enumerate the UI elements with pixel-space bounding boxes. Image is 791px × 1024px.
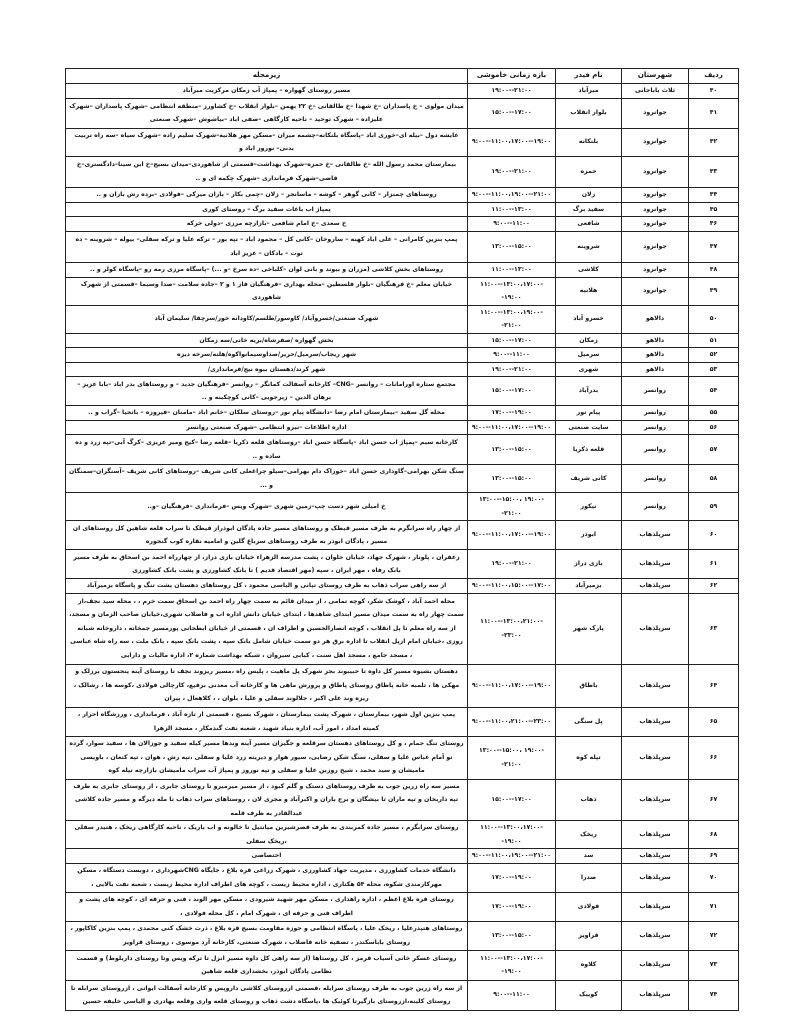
feeder-name-cell: قراویز <box>556 921 622 950</box>
row-number: ۶۲ <box>689 579 739 594</box>
time-range-cell: ۱۵:۰۰--۱۷:۰۰ <box>468 377 556 406</box>
time-range-cell: ۱۱:۰۰--۱۳:۰۰،۱۹:۰۰--۲۱:۰۰ <box>468 305 556 333</box>
table-row <box>66 202 739 217</box>
time-range-cell: ۹:۰۰--۱۱:۰۰ <box>468 348 556 363</box>
county-cell: سرپلذهاب <box>622 521 689 550</box>
area-cell: اختصاصی <box>66 849 468 864</box>
time-range-cell: ۱۱:۰۰--۱۳:۰۰،۱۷:۰۰--۱۹:۰۰ <box>468 950 556 980</box>
table-row <box>66 707 739 736</box>
time-range-cell: ۱۳:۰۰--۱۵:۰۰ <box>468 921 556 950</box>
feeder-name-cell: بازی دراز <box>556 550 622 579</box>
county-cell: دالاهو <box>622 333 689 348</box>
table-row <box>66 128 739 156</box>
county-cell: سرپلذهاب <box>622 707 689 736</box>
feeder-name-cell: ریخک <box>556 821 622 849</box>
row-number: ۶۸ <box>689 821 739 849</box>
row-number: ۴۴ <box>689 187 739 202</box>
table-row <box>66 277 739 305</box>
feeder-name-cell: پارک شهر <box>556 593 622 664</box>
feeder-name-cell: باطاق <box>556 664 622 707</box>
row-number: ۶۹ <box>689 849 739 864</box>
feeder-name-cell: قلعه ذکریا <box>556 435 622 465</box>
time-range-cell: ۱۳:۰۰--۱۵:۰۰ <box>468 231 556 262</box>
row-number: ۶۰ <box>689 521 739 550</box>
area-cell: شهر ریجاب/سرمیل/حریر/صداوسیمانواکوه/هلته/سرخه دیزه <box>66 348 468 363</box>
time-range-cell: ۱۷:۰۰--۱۹:۰۰ <box>468 863 556 892</box>
feeder-name-cell: کلاشی <box>556 262 622 277</box>
time-range-cell: ۱۷:۰۰--۱۹:۰۰ <box>468 406 556 421</box>
county-cell: سرپلذهاب <box>622 736 689 779</box>
county-cell: سرپلذهاب <box>622 664 689 707</box>
row-number: ۴۸ <box>689 262 739 277</box>
county-cell: روانسر <box>622 435 689 465</box>
area-cell: مسیر روستای گهواره – پمپاژ آب زمکان مرکزیت میرآباد <box>66 83 468 98</box>
county-cell: روانسر <box>622 406 689 421</box>
time-range-cell: ۱۹:۰۰--۲۱:۰۰ <box>468 550 556 579</box>
row-number: ۶۷ <box>689 779 739 821</box>
county-cell: سرپلذهاب <box>622 950 689 980</box>
time-range-cell: ۹:۰۰--۱۱:۰۰،۱۷:۰۰--۱۹:۰۰ <box>468 521 556 550</box>
area-cell: روستای تنگ حمام ، و کل روستاهای دهستان سرقلعه و جگیران مسیر آینه وندها مسیر کیله سفید و جوزالان ها ، سفید سوار، گرده تو آمام عباس علیا و سفلی، سنگ شکن رضایی، سیور هوار و دیرینه زرد علیا و سفلی ،تپه رش ، هوان ، تپه کنعان ، باویسی مامیشان و سید محمد ، شیخ روزبن علیا و سفلی و تپه نوروز و پمپاژ آب سراب مامیشان بازارچه تپله کوه <box>66 736 468 779</box>
area-cell: شهرک صنعتی/خسروآباد/ کاوسور/طلسم/کاودانه خور/سرچقا/ سلیمان آباد <box>66 305 468 333</box>
row-number: ۵۰ <box>689 305 739 333</box>
row-number: ۷۲ <box>689 921 739 950</box>
feeder-name-cell: تپله کوه <box>556 736 622 779</box>
county-cell: روانسر <box>622 493 689 521</box>
table-row <box>66 98 739 128</box>
table-body <box>66 83 739 1010</box>
feeder-name-cell: سایت صنعتی <box>556 420 622 435</box>
row-number: ۷۰ <box>689 863 739 892</box>
area-cell: پمپ بنزین اول شهر، بیمارستان ، شهرک پشت بیمارستان ، شهرک بسیج ، قسمتی از تازه آباد ، فرمانداری ، ورزشگاه احرار ، کمیته امداد ، امور آب، اداره بنیاد شهید ، شعبه نفت گندمکار ، مسجد الزهرا <box>66 707 468 736</box>
county-cell: دالاهو <box>622 305 689 333</box>
feeder-name-cell: حمزه <box>556 156 622 187</box>
area-cell: از چهار راه سرابگرم به طرف مسیر قیطک و روستاهای مسیر جاده پادگان ابوذراز قیطک تا سراب قلعه شاهین کل روستاهای ان مسیر ، پادگان ابوذر به طرف روستاهای سرباغ گلین و امامیه نقاره کوب گنجوره <box>66 521 468 550</box>
feeder-name-cell: نیکور <box>556 493 622 521</box>
feeder-name-cell: کانی شریف <box>556 465 622 493</box>
table-row <box>66 83 739 98</box>
area-cell: پمپ بنزین کامرانی – علی اباد کهنه – ساروخان –کانی کل – محمود اباد – تپه بور – ترکه علیا و ترکه سفلی– بیوله – شروینه – ده توت – بادکان – عزیز اباد <box>66 231 468 262</box>
table-row <box>66 593 739 664</box>
feeder-name-cell: شافعی <box>556 217 622 232</box>
table-row <box>66 187 739 202</box>
table-row <box>66 664 739 707</box>
row-number: ۶۳ <box>689 593 739 664</box>
row-number: ۵۸ <box>689 465 739 493</box>
area-cell: خ امیلی شهر دست چپ–زمین شهری –شهرک ویس –فرمانداری –فرهنگیان –و.. <box>66 493 468 521</box>
area-cell: شهر کرند/دهستان بیوه نیج/فرمانداری/ <box>66 362 468 377</box>
feeder-name-cell: شروینه <box>556 231 622 262</box>
time-range-cell: ۱۳:۰۰--۱۵:۰۰، ۱۹:۰۰--۲۱:۰۰ <box>468 493 556 521</box>
county-cell: روانسر <box>622 377 689 406</box>
table-row <box>66 950 739 980</box>
feeder-name-cell: زلان <box>556 187 622 202</box>
row-number: ۴۷ <box>689 231 739 262</box>
table-row <box>66 262 739 277</box>
feeder-name-cell: صدرا <box>556 863 622 892</box>
time-range-cell: ۹:۰۰--۱۱:۰۰،۱۵:۰۰--۱۷:۰۰ <box>468 579 556 594</box>
county-cell: دالاهو <box>622 362 689 377</box>
feeder-name-cell: بزمیرآباد <box>556 579 622 594</box>
area-cell: بیمارستان محمد رسول الله –خ طالقانی –خ حمزه–شهرک بهداشت–قسمتی از شاهوردی–میدان بسیج–خ ابن سینا–دادگستری–خ قاضی–شهرک فرمانداری –شهرک چکمه ای و .. <box>66 156 468 187</box>
feeder-name-cell: ابوذر <box>556 521 622 550</box>
row-number: ۶۱ <box>689 550 739 579</box>
county-cell: سرپلذهاب <box>622 921 689 950</box>
time-range-cell: ۱۹:۰۰--۲۱:۰۰ <box>468 156 556 187</box>
table-row <box>66 377 739 406</box>
county-cell: سرپلذهاب <box>622 779 689 821</box>
area-cell: مجتمع ستاره اورامانات – روانسر –CNG– کارخانه آسفالت کمانگر – روانسر –فرهنگیان جدید – و روستاهای بدر اباد –بابا عزیز –برهان الدین – زیرجویی –کانی کوچکینه و .. <box>66 377 468 406</box>
area-cell: کارخانه سیم –پمپاژ اب حسن اباد –پاسگاه حسن اباد –روستاهای قلعه ذکریا –قلعه رضا –کیج ومیر عزیزی –کرگ آبی–تپه زرد و ده ساده و .. <box>66 435 468 465</box>
county-cell: جوانرود <box>622 262 689 277</box>
row-number: ۴۰ <box>689 83 739 98</box>
header-row-number: ردیف <box>689 69 739 84</box>
row-number: ۴۵ <box>689 202 739 217</box>
table-row <box>66 579 739 594</box>
time-range-cell: ۱۵:۰۰--۱۷:۰۰ <box>468 98 556 128</box>
time-range-cell: ۱۳:۰۰--۱۵:۰۰، ۱۹:۰۰--۲۱:۰۰ <box>468 736 556 779</box>
feeder-name-cell: سد <box>556 849 622 864</box>
time-range-cell: ۱۱:۰۰--۱۳:۰۰،۲۱:۰۰--۲۳:۰۰ <box>468 593 556 664</box>
county-cell: جوانرود <box>622 231 689 262</box>
county-cell: روانسر <box>622 465 689 493</box>
table-row <box>66 305 739 333</box>
table-row <box>66 849 739 864</box>
table-row <box>66 156 739 187</box>
feeder-name-cell: بدرآباد <box>556 377 622 406</box>
row-number: ۷۳ <box>689 950 739 980</box>
table-row <box>66 348 739 363</box>
table-row <box>66 493 739 521</box>
county-cell: جوانرود <box>622 277 689 305</box>
feeder-name-cell: بلوار انقلاب <box>556 98 622 128</box>
row-number: ۴۹ <box>689 277 739 305</box>
row-number: ۵۷ <box>689 435 739 465</box>
county-cell: جوانرود <box>622 202 689 217</box>
table-row <box>66 779 739 821</box>
area-cell: محله گل سفید –بیمارستان امام رضا –دانشگاه پیام نور –روستای سلکان –خانم اباد –مامنان –فیروزه – باتجیا –گراب و .. <box>66 406 468 421</box>
row-number: ۵۴ <box>689 377 739 406</box>
area-cell: دهستان بشیوه مسیر کل داوه تا حبیبوند بجز شهرک پل ماهیت ، پلیس راه ،مسیر ریزوند نجف تا روستای آینه پنجستون برزلک و مهکی ها ، تلمبه خانه پاطاق روستای پاطاق و پرورش ماهی ها و کارخانه آب معدنی برفیع، کارچالی فولادی ،کوسه ها ، رشالک ، ریزه وند علی اکبر ، جلالوند سفلی و علیا ، بلوان ، ، کلاهعال ، پیران <box>66 664 468 707</box>
table-row <box>66 406 739 421</box>
row-number: ۵۶ <box>689 420 739 435</box>
time-range-cell: ۹:۰۰--۱۱:۰۰،۱۹:۰۰--۲۱:۰۰ <box>468 849 556 864</box>
feeder-name-cell: سرمیل <box>556 348 622 363</box>
feeder-name-cell: هلانیه <box>556 277 622 305</box>
county-cell: جوانرود <box>622 156 689 187</box>
time-range-cell: ۹:۰۰--۱۱:۰۰،۱۷:۰۰--۱۹:۰۰ <box>468 128 556 156</box>
feeder-name-cell: پل سنگی <box>556 707 622 736</box>
area-cell: خ سعدی –خ امام شافعی –بازارچه مرزی –دولی خرکه <box>66 217 468 232</box>
row-number: ۶۵ <box>689 707 739 736</box>
area-cell: روستاهای چمنزار – کانی گوهر – کوشه – ماسانجر – زلان –چمی بکار – باران میرکی –فولادی –برده رش بازان و .. <box>66 187 468 202</box>
area-cell: روستاهای هتیدرعلیا ، ریخک علیا ، پاسگاه انتظامی و حوزه مقاومت بسیج قره بلاغ ، ذرت خشک کنی محمدی ، پمپ بنزین کاکاپور ، روستای باباسکندر ، تصفیه خانه فاضلاب ، شهرک صنعتی، کارخانه آرد موسوی ، روستای قراویز <box>66 921 468 950</box>
feeder-name-cell: پیام نور <box>556 406 622 421</box>
feeder-name-cell: میرآباد <box>556 83 622 98</box>
area-cell: خیابان معلم –خ فرهنگیان –بلوار فلسطین –محله بهداری –فرهنگیان فاز ۱ و ۲ –جاده سلامت –صدا وسیما –قسمتی از شهرک شاهوردی <box>66 277 468 305</box>
county-cell: سرپلذهاب <box>622 550 689 579</box>
row-number: ۵۳ <box>689 362 739 377</box>
row-number: ۶۶ <box>689 736 739 779</box>
table-row <box>66 736 739 779</box>
area-cell: بخش گهواره /صفرشاه/بریه خانی/سه زمکان <box>66 333 468 348</box>
county-cell: ثلاث باباجانی <box>622 83 689 98</box>
area-cell: از سه راهی سراب ذهاب به طرف روستای تپانی و الیاسی محمود ، کل روستاهای دهستان پشت تنگ و پاسگاه بزمیرآباد <box>66 579 468 594</box>
area-cell: پمپاژ اب باغات سفید برگ – روستای کوری <box>66 202 468 217</box>
row-number: ۷۱ <box>689 892 739 921</box>
table-row <box>66 362 739 377</box>
county-cell: سرپلذهاب <box>622 593 689 664</box>
header-feeder: نام فیدر <box>556 69 622 84</box>
area-cell: روستاهای بخش کلاشی (مزران و بیوند و بانی لوان –کلباخی –ده سرخ –و ...) –پاسگاه مرزی رمه رو –پاسگاه کولر و .. <box>66 262 468 277</box>
county-cell: جوانرود <box>622 98 689 128</box>
area-cell: زعفران ، پلونار ، شهرک جهاد، خیابان حلوان ، پشت مدرسه الزهراء خیابان بازی دراز، از چهارراه احمد بن اسحاق به طرف مسیر بانک رفاه ، مهر ایران ، سپه (مهر اقتصاد قدیم ) تا بانک کشاورزی و پشت بانک کشاورزی <box>66 550 468 579</box>
county-cell: جوانرود <box>622 187 689 202</box>
time-range-cell: ۹:۰۰--۱۱:۰۰،۱۹:۰۰--۲۱:۰۰ <box>468 187 556 202</box>
feeder-name-cell: ذهاب <box>556 779 622 821</box>
row-number: ۵۵ <box>689 406 739 421</box>
area-cell: عایشه دول –بیله ای–خوری اباد –پاسگاه بلنکانه–چشمه میران –مسکن مهر هلانیه–شهرک سلیم زاده –شهرک سیاه –سه راه تربیت بدنی– نوروز اباد و <box>66 128 468 156</box>
feeder-name-cell: سفید برگ <box>556 202 622 217</box>
header-time-range: بازه زمانی خاموشی <box>468 69 556 84</box>
row-number: ۷۴ <box>689 980 739 1010</box>
area-cell: میدان مولوی – خ پاسداران –خ شهدا –خ طالقانی –خ ۲۲ بهمن –بلوار انقلاب –خ کشاورز –منطقه انتظامی –شهرک پاسداران –شهرک علیزاده – شهرک توحید – ناحیه کارگاهی –صفی اباد –بیاشوش –شهرک صنعتی <box>66 98 468 128</box>
area-cell: از سه راه زرین جوب به طرف روستای سرابله ،قسمتی ازروستای کلاشی داروپس و کارخانه آسفالت ایوانی ، ازروستای سرابله تا روستای کلینه،ازروستای بازگیرتا کوئیک ها ،پاسگاه دشت ذهاب و روستای قلعه واری وقلعه بهادری و الیاسی خلیفه حسین <box>66 980 468 1010</box>
table-row <box>66 921 739 950</box>
header-county: شهرستان <box>622 69 689 84</box>
table-header-row <box>66 69 739 84</box>
feeder-name-cell: کلاوه <box>556 950 622 980</box>
row-number: ۴۳ <box>689 156 739 187</box>
time-range-cell: ۹:۰۰--۱۱:۰۰،۱۷:۰۰--۱۹:۰۰ <box>468 420 556 435</box>
row-number: ۵۱ <box>689 333 739 348</box>
county-cell: سرپلذهاب <box>622 579 689 594</box>
feeder-name-cell: شهری <box>556 362 622 377</box>
time-range-cell: ۱۵:۰۰--۱۷:۰۰ <box>468 333 556 348</box>
table-row <box>66 465 739 493</box>
county-cell: جوانرود <box>622 128 689 156</box>
time-range-cell: ۱۱:۰۰--۱۳:۰۰،۱۷:۰۰--۱۹:۰۰ <box>468 821 556 849</box>
time-range-cell: ۱۹:۰۰--۲۱:۰۰ <box>468 362 556 377</box>
time-range-cell: ۱۷:۰۰--۱۹:۰۰ <box>468 892 556 921</box>
time-range-cell: ۹:۰۰--۱۱:۰۰ <box>468 217 556 232</box>
time-range-cell: ۱۹:۰۰--۲۱:۰۰ <box>468 83 556 98</box>
county-cell: جوانرود <box>622 217 689 232</box>
table-row <box>66 980 739 1010</box>
time-range-cell: ۱۱:۰۰--۱۳:۰۰ <box>468 202 556 217</box>
county-cell: روانسر <box>622 420 689 435</box>
county-cell: سرپلذهاب <box>622 863 689 892</box>
time-range-cell: ۱۵:۰۰--۱۷:۰۰ <box>468 779 556 821</box>
row-number: ۵۹ <box>689 493 739 521</box>
table-row <box>66 420 739 435</box>
table-row <box>66 821 739 849</box>
area-cell: روستای قره بلاغ اعظم ، اداره راهداری ، مسکن مهر شهید شیرودی ، مسکن مهر الوند ، فنی و حرفه ای ، کوچه های پشت و اطراف فنی و حرفه ای ، شهرک امام ، کل محله فولادی ، <box>66 892 468 921</box>
area-cell: محله احمد آباد ، کوشک شکر، کوچه تمامی ، از میدان قائم به سمت چهار راه احمد بن اسحاق سمت خرم ، ، محله سید نجف،از سمت چهار راه به سمت میدان مسیر ابتدای شاهدها ، ابتدای خیابان دانش اداره اب و فاضلاب شهری،خیابان صاحب الزمان و مسجد، از سه راه معلم تا پل انقلاب ، کوچه انصارالحسین و اطراف ان ، قسمتی از خیابان ابطحانی پورمسیر جمخانه ، داروخانه شبانه روزی ،خیابان امام ازپل انقلاب تا اداره برق هر دو سمت خیابان شامل بانک سپه ، پشت بانک سپه ، بانک ملت ، سه راه شاه عباسی ، مسجد جامع ، مسجد اهل سنت ، کبابی سیروان ، شبکه بهداشت شماره ۲، اداره مالیات و دارایی <box>66 593 468 664</box>
county-cell: دالاهو <box>622 348 689 363</box>
time-range-cell: ۹:۰۰--۱۱:۰۰،۱۷:۰۰--۱۹:۰۰ <box>468 664 556 707</box>
area-cell: روستای عسکر خانی آسیاب قرمز ، کل روستاها (از سه راهی کل داوه مسیر انزل تا ترکه ویس وتا روستای داربلوط) و قسمت نظامی پادگان ابوذر، بخشداری قلعه شاهین <box>66 950 468 980</box>
feeder-name-cell: بلنکانه <box>556 128 622 156</box>
county-cell: سرپلذهاب <box>622 980 689 1010</box>
area-cell: مسیر سه راه زرین جوب به طرف روستاهای دستک و گلم کبود ، از مسیر میرمیرو تا روستای جابری ، از روستای جابری به طرف تپه داربخان و تپه ماران تا بیشگان و برج باران و اکبرآباد و مجری لان ، روستاهای سراب ذهاب تا مله دیزگه و مسیر جاده کلاشی عبدالقادر به طرف قلمه <box>66 779 468 821</box>
time-range-cell: ۱۳:۰۰--۱۵:۰۰ <box>468 465 556 493</box>
county-cell: سرپلذهاب <box>622 849 689 864</box>
table-row <box>66 217 739 232</box>
table-row <box>66 892 739 921</box>
time-range-cell: ۱۱:۰۰--۱۳:۰۰ <box>468 262 556 277</box>
row-number: ۴۱ <box>689 98 739 128</box>
feeder-name-cell: خسرو آباد <box>556 305 622 333</box>
time-range-cell: ۱۳:۰۰--۱۵:۰۰ <box>468 435 556 465</box>
table-row <box>66 863 739 892</box>
area-cell: اداره اطلاعات –نیرو انتظامی –شهرک صنعتی روانسر <box>66 420 468 435</box>
area-cell: روستای سرابگرم ، مسیر جاده کمربندی به طرف قصرشیرین میانتیل تا خالونه و اب باریک ، ناحیه کارگاهی ریخک ، هتیدر سفلی ،ریخک سفلی <box>66 821 468 849</box>
area-cell: دانشگاه خدمات کشاورزی ، مدیریت جهاد کشاورزی ، شهرک زراعی قره بلاغ ، جایگاه CNGشهرداری ، دوبست دستگاه ، مسکن مهرکارمندی شکوه، محله ۵۴ هکتاری ، اداره محیط زیست ، کوچه های اطراف اداره محیط زیست ، شعبه نفت بالایی ، <box>66 863 468 892</box>
county-cell: سرپلذهاب <box>622 821 689 849</box>
table-row <box>66 231 739 262</box>
table-row <box>66 550 739 579</box>
table-row <box>66 435 739 465</box>
row-number: ۶۴ <box>689 664 739 707</box>
feeder-name-cell: کوییک <box>556 980 622 1010</box>
feeder-name-cell: زمکان <box>556 333 622 348</box>
feeder-name-cell: فولادی <box>556 892 622 921</box>
header-area: زیرمحله <box>66 69 468 84</box>
table-row <box>66 333 739 348</box>
row-number: ۴۲ <box>689 128 739 156</box>
time-range-cell: ۹:۰۰--۱۱:۰۰،۲۱:۰۰--۲۳:۰۰ <box>468 707 556 736</box>
outage-schedule-table <box>65 68 739 1011</box>
county-cell: سرپلذهاب <box>622 892 689 921</box>
row-number: ۵۲ <box>689 348 739 363</box>
area-cell: سنگ شکن بهرامی–گاوداری حسن اباد –خوراک دام بهرامی–سیلو چراغعلی کانی شریف –روستاهای کانی شریف –آسنگران–سمنگان و ... <box>66 465 468 493</box>
time-range-cell: ۹:۰۰--۱۱:۰۰ <box>468 980 556 1010</box>
table-row <box>66 521 739 550</box>
time-range-cell: ۱۱:۰۰--۱۳:۰۰،۱۷:۰۰--۱۹:۰۰ <box>468 277 556 305</box>
row-number: ۴۶ <box>689 217 739 232</box>
